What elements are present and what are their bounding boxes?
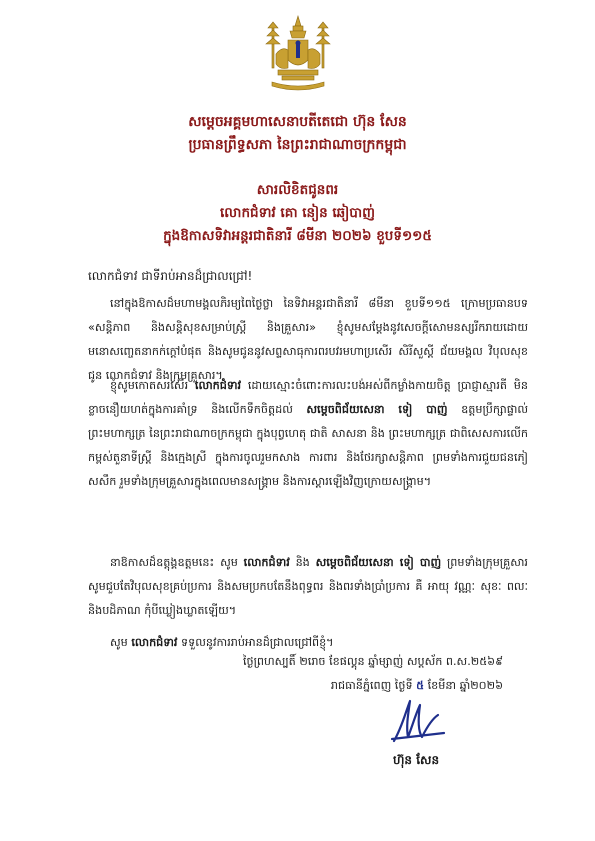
paragraph-1 — [88, 292, 528, 382]
paragraph-2-recipient: លោកជំទាវ — [194, 379, 242, 392]
sender-position: ប្រធានព្រឹទ្ធសភា នៃព្រះរាជាណាចក្រកម្ពុជា — [188, 137, 407, 153]
solar-date-prefix: រាជធានីភ្នំពេញ ថ្ងៃទី — [330, 679, 417, 692]
paragraph-3-lead: នាឱកាសដ៏ឧត្តុង្គឧត្តមនេះ សូម — [110, 556, 244, 569]
paragraph-4-tail: ទទួលនូវការរាប់អានដ៏ជ្រាលជ្រៅពីខ្ញុំ។ — [177, 636, 334, 649]
solar-date-suffix: ខែមីនា ឆ្នាំ២០២៦ — [424, 679, 503, 692]
salutation: លោកជំទាវ ជាទីរាប់អានដ៏ជ្រាលជ្រៅ! — [88, 269, 253, 283]
paragraph-3 — [88, 551, 528, 623]
recipient-name: លោកជំទាវ គោ នៀន ឆៀបាញ់ — [220, 205, 375, 221]
signatory-name: ហ៊ុន សែន — [393, 753, 440, 767]
solar-date-day: ៥ — [416, 679, 425, 692]
paragraph-4-lead: សូម — [110, 636, 132, 649]
paragraph-4-recipient: លោកជំទាវ — [131, 636, 178, 649]
occasion-line: ក្នុងឱកាសទិវាអន្តរជាតិនារី ៨មីនា ២០២៦ ខួបទី១១៥ — [163, 228, 432, 244]
paragraph-3-honoree: សម្តេចពិជ័យសេនា ទៀ បាញ់ — [315, 556, 442, 569]
paragraph-3-tail: ព្រមទាំងក្រុមគ្រួសារ សូមជួបតែវិបុលសុខគ្រប់ប្រការ និងសមប្រកបតែនឹងពុទ្ធពរ និងពរទាំងប្រាំប្រការ គឺ អាយុ វណ្ណៈ សុខៈ ពលៈ និងបដិភាណ កុំបីឃ្លៀងឃ្លាតឡើយ។ — [88, 556, 528, 617]
paragraph-3-and: និង — [289, 556, 316, 569]
handwritten-signature-icon — [388, 697, 448, 745]
letter-title: សារលិខិតជូនពរ — [256, 182, 339, 198]
paragraph-3-recipient: លោកជំទាវ — [243, 556, 290, 569]
paragraph-1-text: នៅក្នុងឱកាសដ៏មហាមង្គលភិរម្យពៃថ្ងៃថ្លា នៃទិវាអន្តរជាតិនារី ៨មីនា ខួបទី១១៥ ក្រោមប្រធានបទ «សន្តិភាព និងសន្តិសុខសម្រាប់ស្ត្រី និងគ្រួសារ» ខ្ញុំសូមសម្តែងនូវសេចក្តីសោមនស្សរីករាយដោយមនោសញ្ចេតនាកក់ក្តៅបំផុត និងសូមជូននូវសព្ទសាធុការពរបវរមហាប្រសើរ សិរីសួស្តី ជ័យមង្គល វិបុលសុខ ជូន លោកជំទាវ និងក្រុមគ្រួសារ។ — [88, 297, 528, 382]
solar-date — [331, 679, 503, 695]
lunar-date: ថ្ងៃព្រហស្បតិ៍ ២រោច ខែផល្គុន ឆ្នាំម្សាញ់ សប្តស័ក ព.ស.២៥៦៩ — [242, 655, 503, 668]
royal-coat-of-arms-icon — [262, 14, 334, 92]
paragraph-2 — [88, 374, 528, 542]
sender-title: សម្តេចអគ្គមហាសេនាបតីតេជោ ហ៊ុន សែន — [188, 114, 407, 130]
paragraph-2-lead: ខ្ញុំសូមកោតសរសើរ — [110, 379, 195, 392]
paragraph-2-mid: ដោយស្មោះចំពោះការលះបង់អស់ពីកម្លាំងកាយចិត្ត ប្រាជ្ញាស្មារតី មិនខ្លាចនឿយហត់ក្នុងការគាំទ្រ និងលើកទឹកចិត្តដល់ — [88, 379, 528, 416]
paragraph-2-honoree: សម្តេចពិជ័យសេនា ទៀ បាញ់ — [306, 403, 448, 416]
paragraph-2-tail: ឧត្តមប្រឹក្សាផ្ទាល់ព្រះមហាក្សត្រ នៃព្រះរាជាណាចក្រកម្ពុជា ក្នុងបុព្វហេតុ ជាតិ សាសនា និង ព្រះមហាក្សត្រ ជាពិសេសការលើកកម្ពស់តួនាទីស្ត្រី និងក្មេងស្រី ក្នុងការចូលរួមកសាង ការពារ និងថែរក្សាសន្តិភាព ព្រមទាំងការជួយជនភៀសសឹក រួមទាំងក្រុមគ្រួសារក្នុងពេលមានសង្គ្រាម និងការស្តារឡើងវិញក្រោយសង្គ្រាម។ — [88, 403, 529, 488]
paragraph-4 — [88, 631, 528, 655]
